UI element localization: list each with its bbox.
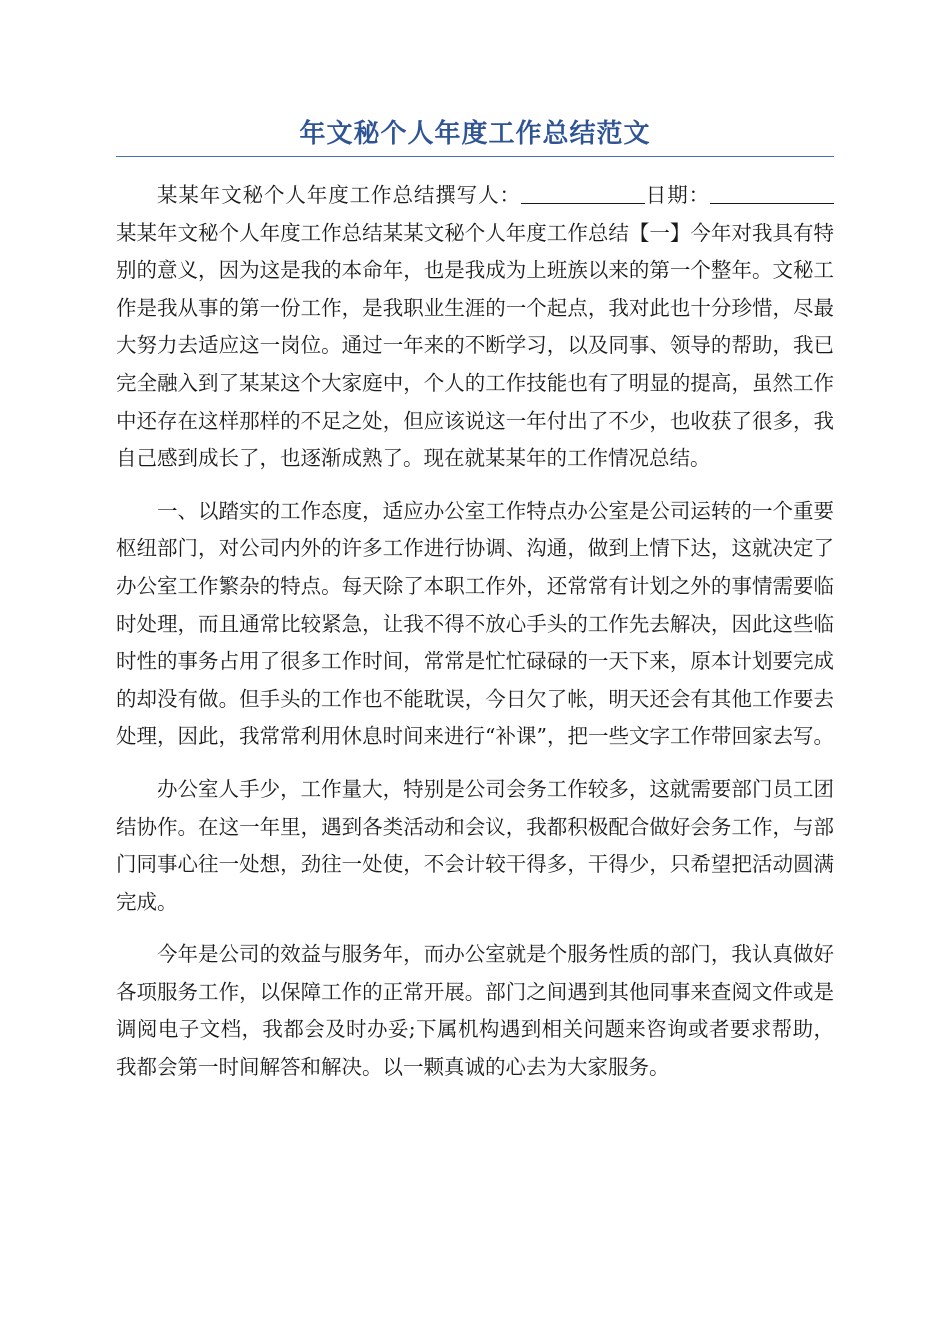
document-title: 年文秘个人年度工作总结范文	[299, 119, 651, 149]
paragraph-service: 今年是公司的效益与服务年，而办公室就是个服务性质的部门，我认真做好各项服务工作，以保障工作的正常开展。部门之间遇到其他同事来查阅文件或是调阅电子文档，我都会及时办妥;下属机构遇到相关问题来咨询或者要求帮助，我都会第一时间解答和解决。以一颗真诚的心去为大家服务。	[116, 942, 834, 1080]
intro-paragraph	[116, 177, 834, 478]
document-body	[116, 177, 834, 1087]
paragraph-section-one: 一、以踏实的工作态度，适应办公室工作特点办公室是公司运转的一个重要枢纽部门，对公司内外的许多工作进行协调、沟通，做到上情下达，这就决定了办公室工作繁杂的特点。每天除了本职工作外，还常常有计划之外的事情需要临时处理，而且通常比较紧急，让我不得不放心手头的工作先去解决，因此这些临时性的事务占用了很多工作时间，常常是忙忙碌碌的一天下来，原本计划要完成的却没有做。但手头的工作也不能耽误，今日欠了帐，明天还会有其他工作要去处理，因此，我常常利用休息时间来进行“补课”，把一些文字工作带回家去写。	[116, 498, 834, 749]
document-page	[116, 0, 834, 1087]
date-blank	[710, 183, 834, 204]
intro-date-label: 日期：	[644, 183, 711, 207]
title-underline	[116, 156, 834, 157]
intro-body-text: 某某年文秘个人年度工作总结某某文秘个人年度工作总结【一】今年对我具有特别的意义，因为这是我的本命年，也是我成为上班族以来的第一个整年。文秘工作是我从事的第一份工作，是我职业生涯的一个起点，我对此也十分珍惜，尽最大努力去适应这一岗位。通过一年来的不断学习，以及同事、领导的帮助，我已完全融入到了某某这个大家庭中，个人的工作技能也有了明显的提高，虽然工作中还存在这样那样的不足之处，但应该说这一年付出了不少，也收获了很多，我自己感到成长了，也逐渐成熟了。现在就某某年的工作情况总结。	[116, 220, 834, 471]
intro-author-label: 某某年文秘个人年度工作总结撰写人：	[157, 183, 521, 207]
author-blank	[521, 183, 645, 204]
paragraph-teamwork: 办公室人手少，工作量大，特别是公司会务工作较多，这就需要部门员工团结协作。在这一年里，遇到各类活动和会议，我都积极配合做好会务工作，与部门同事心往一处想，劲往一处使，不会计较干得多，干得少，只希望把活动圆满完成。	[116, 776, 834, 914]
